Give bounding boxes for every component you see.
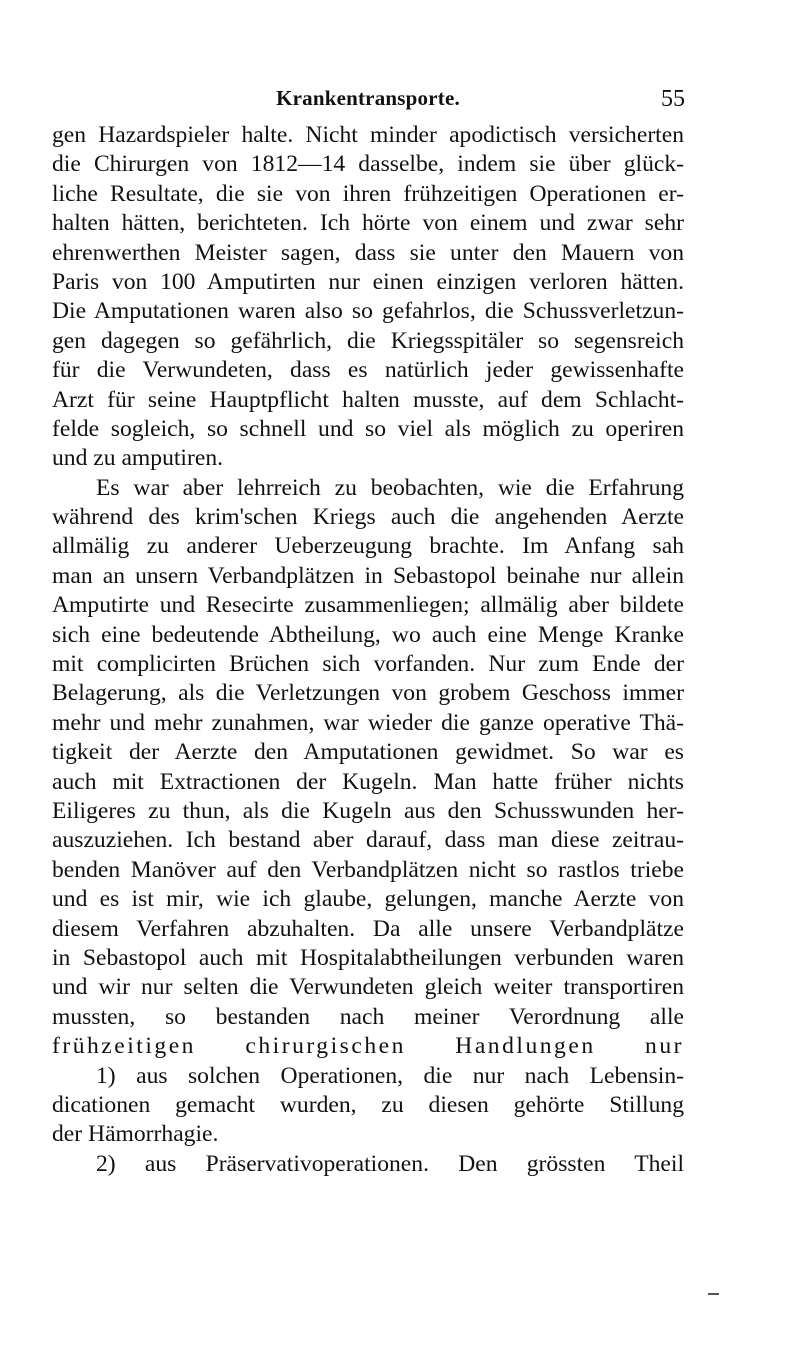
text-line: Eiligeres zu thun, als die Kugeln aus den Schusswunden her- (52, 797, 684, 824)
text-line: ehrenwerthen Meister sagen, dass sie unter den Mauern von (52, 239, 684, 266)
text-line: halten hätten, berichteten. Ich hörte von einem und zwar sehr (52, 210, 684, 237)
text-line: die Chirurgen von 1812—14 dasselbe, indem sie über glück- (52, 151, 684, 178)
text-line: frühzeitigen chirurgischen Handlungen nur (52, 1033, 684, 1060)
text-line: in Sebastopol auch mit Hospitalabtheilungen verbunden waren (52, 944, 684, 971)
text-line: Arzt für seine Hauptpflicht halten musste, auf dem Schlacht- (52, 386, 684, 413)
text-line: und es ist mir, wie ich glaube, gelungen, manche Aerzte von (52, 886, 684, 913)
text-line: für die Verwundeten, dass es natürlich jeder gewissenhafte (52, 357, 684, 384)
text-line: tigkeit der Aerzte den Amputationen gewidmet. So war es (52, 739, 684, 766)
text-line: liche Resultate, die sie von ihren frühzeitigen Operationen er- (52, 180, 684, 207)
text-line: Es war aber lehrreich zu beobachten, wie die Erfahrung (96, 474, 684, 501)
text-line: diesem Verfahren abzuhalten. Da alle unsere Verbandplätze (52, 915, 684, 942)
text-line: Paris von 100 Amputirten nur einen einzigen verloren hätten. (52, 268, 684, 295)
text-line: mit complicirten Brüchen sich vorfanden. Nur zum Ende der (52, 651, 684, 678)
text-line: dicationen gemacht wurden, zu diesen gehörte Stillung (52, 1091, 684, 1118)
text-line: mehr und mehr zunahmen, war wieder die ganze operative Thä- (52, 709, 684, 736)
text-line: felde sogleich, so schnell und so viel als möglich zu operiren (52, 415, 684, 442)
text-line: man an unsern Verbandplätzen in Sebastopol beinahe nur allein (52, 562, 684, 589)
text-line: allmälig zu anderer Ueberzeugung brachte. Im Anfang sah (52, 533, 684, 560)
text-line: und wir nur selten die Verwundeten gleich weiter transportiren (52, 974, 684, 1001)
text-line: 1) aus solchen Operationen, die nur nach Lebensin- (96, 1062, 684, 1089)
text-line: gen dagegen so gefährlich, die Kriegsspitäler so segensreich (52, 327, 684, 354)
text-line: und zu amputiren. (52, 445, 224, 472)
text-line: benden Manöver auf den Verbandplätzen nicht so rastlos triebe (52, 856, 684, 883)
text-line: Die Amputationen waren also so gefahrlos, die Schussverletzun- (52, 298, 684, 325)
page-number: 55 (661, 86, 685, 112)
text-line: mussten, so bestanden nach meiner Verordnung alle (52, 1003, 684, 1030)
text-line: gen Hazardspieler halte. Nicht minder apodictisch versicherten (52, 122, 684, 148)
text-line: Amputirte und Resecirte zusammenliegen; allmälig aber bildete (52, 592, 684, 619)
body-text (52, 121, 684, 1179)
text-line: 2) aus Präservativoperationen. Den grössten Theil (96, 1150, 684, 1177)
running-header (52, 86, 684, 116)
text-line: sich eine bedeutende Abtheilung, wo auch eine Menge Kranke (52, 621, 684, 648)
text-line: der Hämorrhagie. (52, 1121, 219, 1148)
ink-mark (708, 1293, 719, 1295)
running-title: Krankentransporte. (276, 86, 460, 110)
text-line: Belagerung, als die Verletzungen von grobem Geschoss immer (52, 680, 684, 707)
text-line: auszuziehen. Ich bestand aber darauf, dass man diese zeitrau- (52, 827, 684, 854)
text-line: während des krim'schen Kriegs auch die angehenden Aerzte (52, 504, 684, 531)
text-line: auch mit Extractionen der Kugeln. Man hatte früher nichts (52, 768, 684, 795)
